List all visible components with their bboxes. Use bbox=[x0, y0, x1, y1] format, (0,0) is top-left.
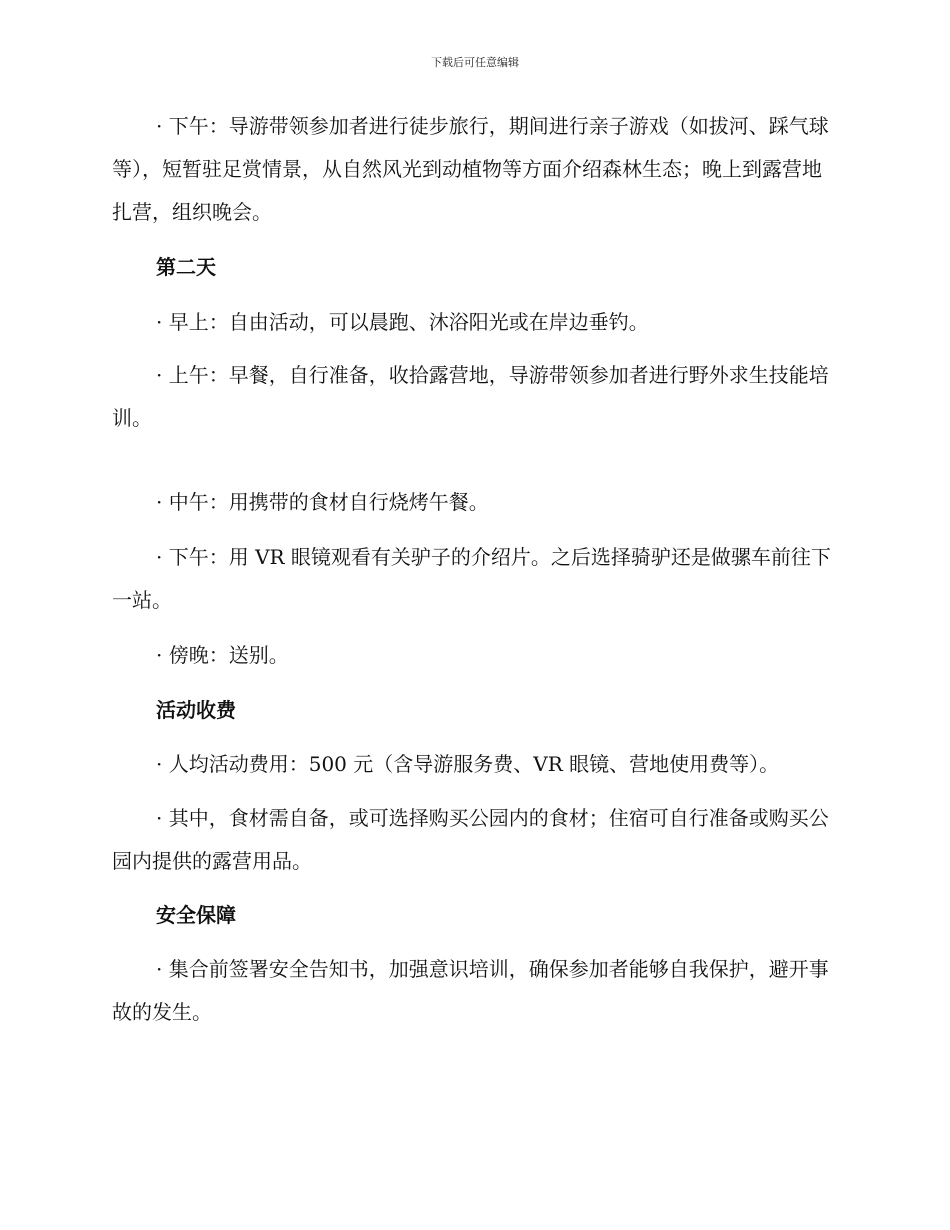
paragraph-fee-per-person: · 人均活动费用：500 元（含导游服务费、VR 眼镜、营地使用费等）。 bbox=[156, 752, 780, 776]
page-header: 下载后可任意编辑 bbox=[431, 56, 519, 69]
paragraph-day2-evening: · 傍晚：送别。 bbox=[156, 643, 289, 667]
paragraph-day2-morning: · 早上：自由活动，可以晨跑、沐浴阳光或在岸边垂钓。 bbox=[156, 310, 649, 334]
paragraph-safety: · 集合前签署安全告知书，加强意识培训，确保参加者能够自我保护，避开事故的发生。 bbox=[112, 957, 829, 1024]
paragraph-fee-details: · 其中，食材需自备，或可选择购买公园内的食材；住宿可自行准备或购买公园内提供的露营用品。 bbox=[112, 806, 829, 873]
paragraph-day1-afternoon: · 下午：导游带领参加者进行徒步旅行，期间进行亲子游戏（如拔河、踩气球等），短暂驻足赏情景，从自然风光到动植物等方面介绍森林生态；晚上到露营地扎营，组织晚会。 bbox=[112, 114, 829, 224]
heading-fees: 活动收费 bbox=[156, 698, 236, 722]
heading-safety: 安全保障 bbox=[156, 903, 236, 927]
paragraph-day2-forenoon: · 上午：早餐，自行准备，收拾露营地，导游带领参加者进行野外求生技能培训。 bbox=[112, 363, 829, 430]
paragraph-day2-afternoon: · 下午：用 VR 眼镜观看有关驴子的介绍片。之后选择骑驴还是做骡车前往下一站。 bbox=[112, 545, 831, 612]
heading-day2: 第二天 bbox=[156, 255, 216, 279]
paragraph-day2-noon: · 中午：用携带的食材自行烧烤午餐。 bbox=[156, 490, 489, 514]
